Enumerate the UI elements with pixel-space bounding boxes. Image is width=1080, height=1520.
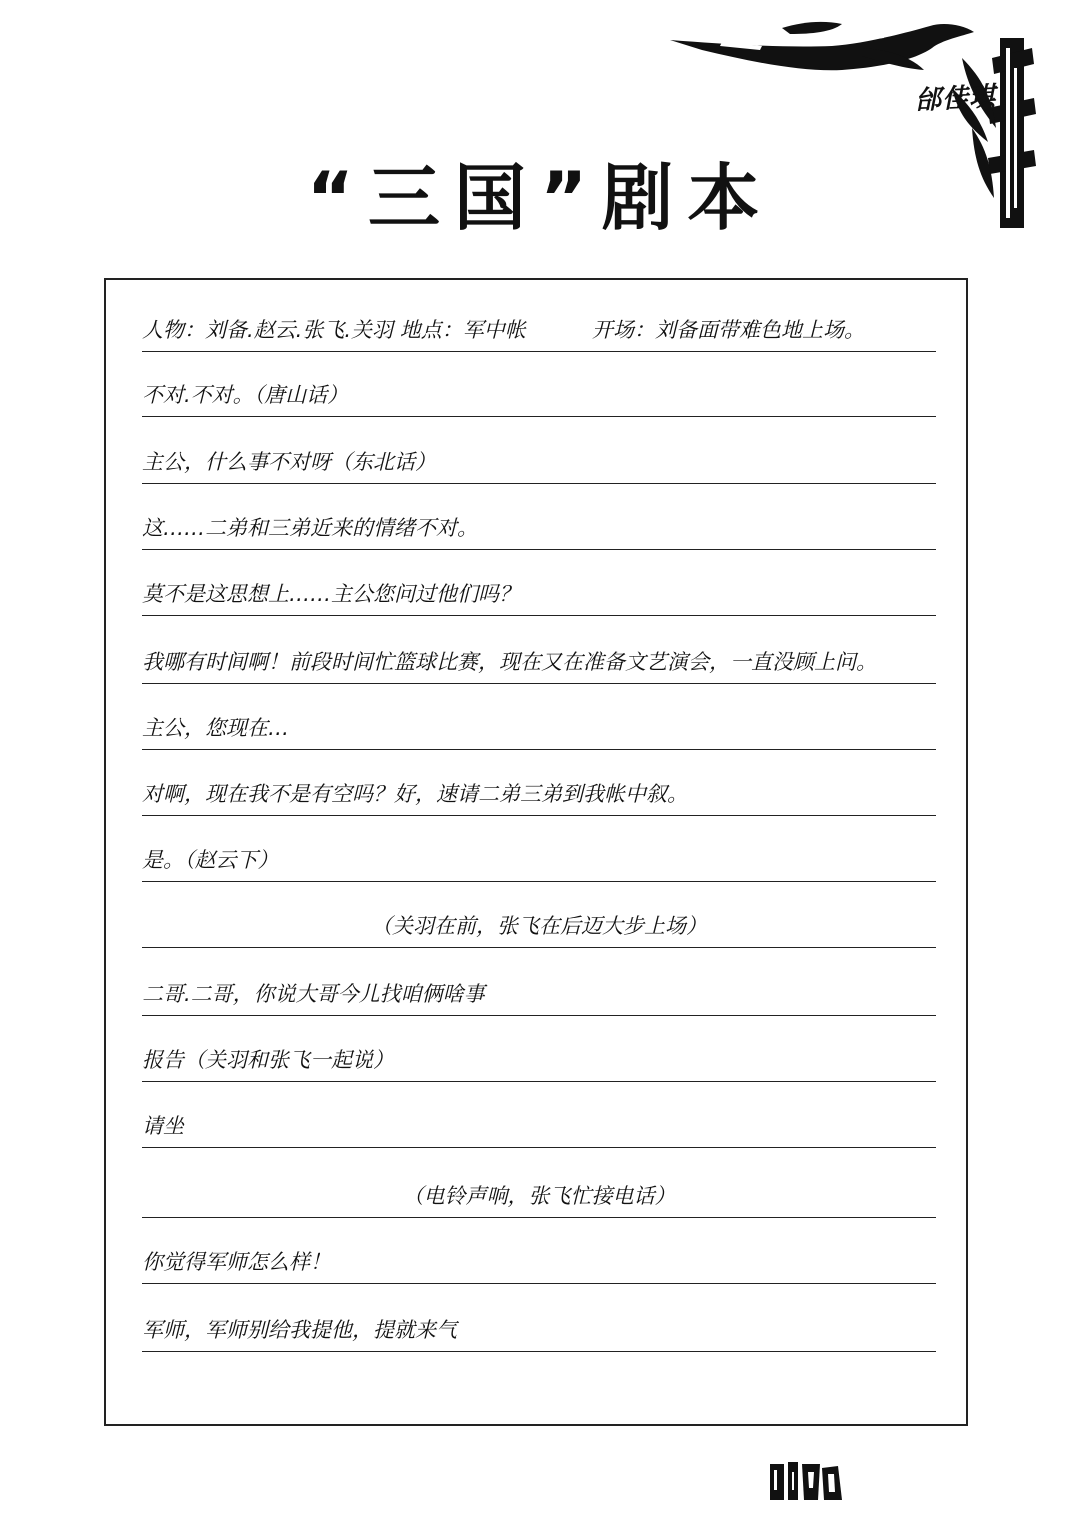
script-line [142, 1242, 936, 1284]
script-line [142, 1106, 936, 1148]
script-line-text: （电铃声响，张飞忙接电话） [402, 1184, 676, 1208]
script-line-stage-direction [142, 906, 936, 948]
script-line-text: 报告（关羽和张飞一起说） [142, 1048, 394, 1072]
script-line [142, 1040, 936, 1082]
author-signature: 邰佳琪 [914, 81, 997, 117]
bottom-decoration-stamp [768, 1458, 844, 1504]
script-line [142, 1310, 936, 1352]
script-line-stage-direction [142, 1176, 936, 1218]
script-line [142, 840, 936, 882]
script-line [142, 642, 936, 684]
script-line [142, 310, 936, 352]
script-line-opening: 开场：刘备面带难色地上场。 [592, 318, 865, 342]
script-line [142, 508, 936, 550]
script-line-text: 军师，军师别给我提他，提就来气 [142, 1318, 457, 1342]
script-line-text: 你觉得军师怎么样！ [142, 1250, 331, 1274]
script-line-text: 我哪有时间啊！前段时间忙篮球比赛，现在又在准备文艺演会，一直没顾上问。 [142, 650, 877, 674]
script-line-text: 请坐 [142, 1114, 184, 1138]
script-line [142, 375, 936, 417]
script-line-text: 不对.不对。（唐山话） [142, 383, 349, 407]
script-line-text: 这……二弟和三弟近来的情绪不对。 [142, 516, 478, 540]
script-line [142, 574, 936, 616]
script-line-text: 主公，您现在… [142, 716, 289, 740]
script-box [104, 278, 968, 1426]
script-line-text: 是。（赵云下） [142, 848, 279, 872]
page-title: “三国”剧本 [306, 156, 774, 240]
script-line-text: 对啊，现在我不是有空吗？好，速请二弟三弟到我帐中叙。 [142, 782, 688, 806]
script-line-text: 人物：刘备.赵云.张飞.关羽 地点：军中帐 [142, 318, 526, 342]
script-line [142, 708, 936, 750]
script-line [142, 974, 936, 1016]
script-line [142, 774, 936, 816]
script-line [142, 442, 936, 484]
script-line-text: （关羽在前，张飞在后迈大步上场） [371, 914, 707, 938]
script-line-text: 主公，什么事不对呀（东北话） [142, 450, 436, 474]
script-line-text: 莫不是这思想上……主公您问过他们吗？ [142, 582, 520, 606]
script-line-text: 二哥.二哥，你说大哥今儿找咱俩啥事 [142, 982, 485, 1006]
